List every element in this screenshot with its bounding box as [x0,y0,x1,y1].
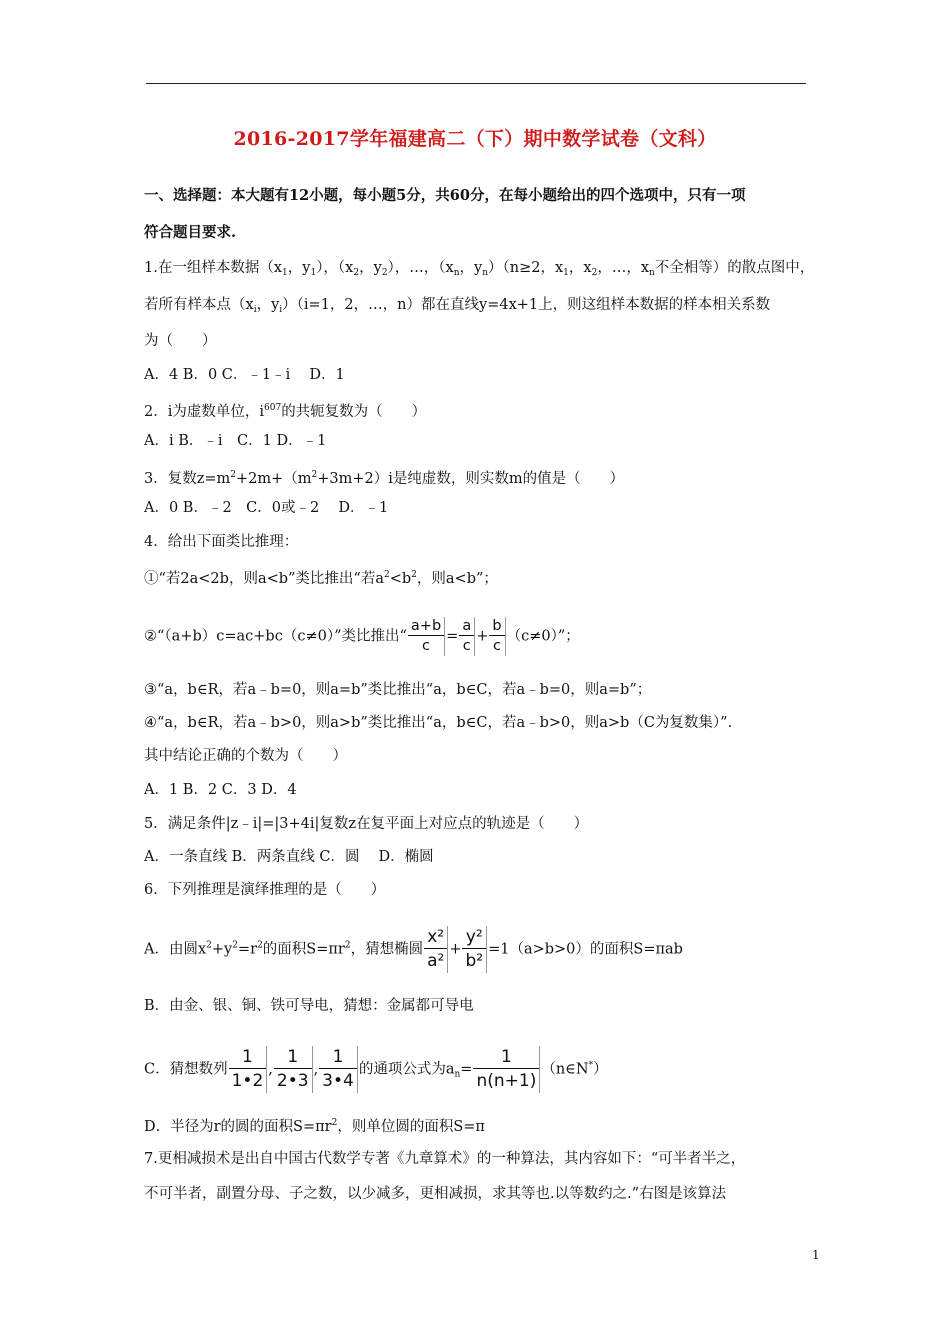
q2-options: A．i B．﹣i C．1 D．﹣1 [144,433,327,449]
page-title: 2016-2017学年福建高二（下）期中数学试卷（文科） [233,128,717,150]
fraction: $\frac{b}{c}$ [489,617,505,656]
q1-stem-end: 为（ ） [144,333,217,349]
fraction: $\frac{\text{x²}}{\text{a²}}$ [424,926,448,973]
q1-stem-cont: 若所有样本点（$x_i$，$y_i)(i=1$，2，…，n）都在直线y=4x+1上，则这组样本数据的样本相关系数 [144,297,771,315]
q3-stem: 3．复数$z=m^2+2m+(m^2+3m+2)i$是纯虚数，则实数m的值是（ ） [144,470,625,487]
q6-option-a: A．由圆$x^2+y^2=r^2$的面积$S=\pi r^2$，猜想椭圆 $\frac{\text{x²}}{\text{a²}}$ + $\frac{\text{y²}}{\text{b²}}$ =1（a>b>0）的面积S=πab [144,927,683,971]
q1-options: A．4 B．0 C．﹣1﹣i D．1 [144,367,345,383]
section-heading-cont: 符合题目要求. [144,224,237,241]
fraction: $\frac{\text{y²}}{\text{b²}}$ [462,926,487,973]
fraction: $\frac{1}{1•2}$ [229,1046,268,1093]
fraction: $\frac{a}{c}$ [459,617,475,656]
q4-options: A．1 B．2 C．3 D．4 [144,782,297,798]
fraction: $\frac{1}{2•3}$ [274,1046,313,1093]
q5-options: A．一条直线 B．两条直线 C．圆 D．椭圆 [144,849,434,865]
q4-question: 其中结论正确的个数为（ ） [144,748,347,764]
q6-stem: 6．下列推理是演绎推理的是（ ） [144,882,386,898]
header-rule [146,83,806,84]
q4-item-2: ②“（a+b）c=ac+bc（c≠0）”类比推出“ $\frac{a+b}{c}$ = $\frac{a}{c}$ + $\frac{b}{c}$ （c≠0）”； [144,618,580,654]
q2-stem: 2．i为虚数单位，$i^{607}$的共轭复数为（ ） [144,403,427,420]
page-number: 1 [812,1248,820,1262]
q4-stem: 4．给出下面类比推理： [144,534,299,550]
q4-item-1: ①“若2a<2b，则a<b”类比推出“若$a^2<b^2$，则a<b”； [144,570,498,587]
fraction: $\frac{1}{n(n+1)}$ [473,1046,540,1093]
q6-option-c: C．猜想数列 $\frac{1}{1•2}$ , $\frac{1}{2•3}$ , $\frac{1}{3•4}$ 的通项公式为$a_n=$ $\frac{1}{n(n+1)}$ （n∈N*） [144,1047,608,1091]
q4-item-3: ③“a，b∈R，若a﹣b=0，则a=b”类比推出“a，b∈C，若a﹣b=0，则a=b”； [144,682,652,698]
fraction: $\frac{1}{3•4}$ [319,1046,358,1093]
q1-stem: 1.在一组样本数据（$x_1$，$y_1$），（$x_2$，$y_2$），…，（$x_n$，$y_n)(n\ge 2$，$x_1$，$x_2$，…，$x_n$不全相等）的散点图中， [144,260,815,278]
q6-option-b: B．由金、银、铜、铁可导电，猜想：金属都可导电 [144,998,474,1014]
q3-options: A．0 B．﹣2 C．0或﹣2 D．﹣1 [144,500,389,516]
fraction: $\frac{a+b}{c}$ [408,617,445,656]
section-heading: 一、选择题：本大题有12小题，每小题5分，共60分，在每小题给出的四个选项中，只有一项 [144,187,746,204]
q7-stem: 7.更相减损术是出自中国古代数学专著《九章算术》的一种算法，其内容如下：“可半者半之， [144,1151,746,1167]
q6-option-d: D．半径为r的圆的面积$S=\pi r^2$，则单位圆的面积S=π [144,1118,485,1135]
q5-stem: 5．满足条件|z﹣i|=|3+4i|复数z在复平面上对应点的轨迹是（ ） [144,816,589,832]
q7-stem-cont: 不可半者，副置分母、子之数，以少减多，更相减损，求其等也.以等数约之.”右图是该算法 [144,1186,727,1202]
q4-item-4: ④“a，b∈R，若a﹣b>0，则a>b”类比推出“a，b∈C，若a﹣b>0，则a>b（C为复数集）”. [144,715,733,731]
